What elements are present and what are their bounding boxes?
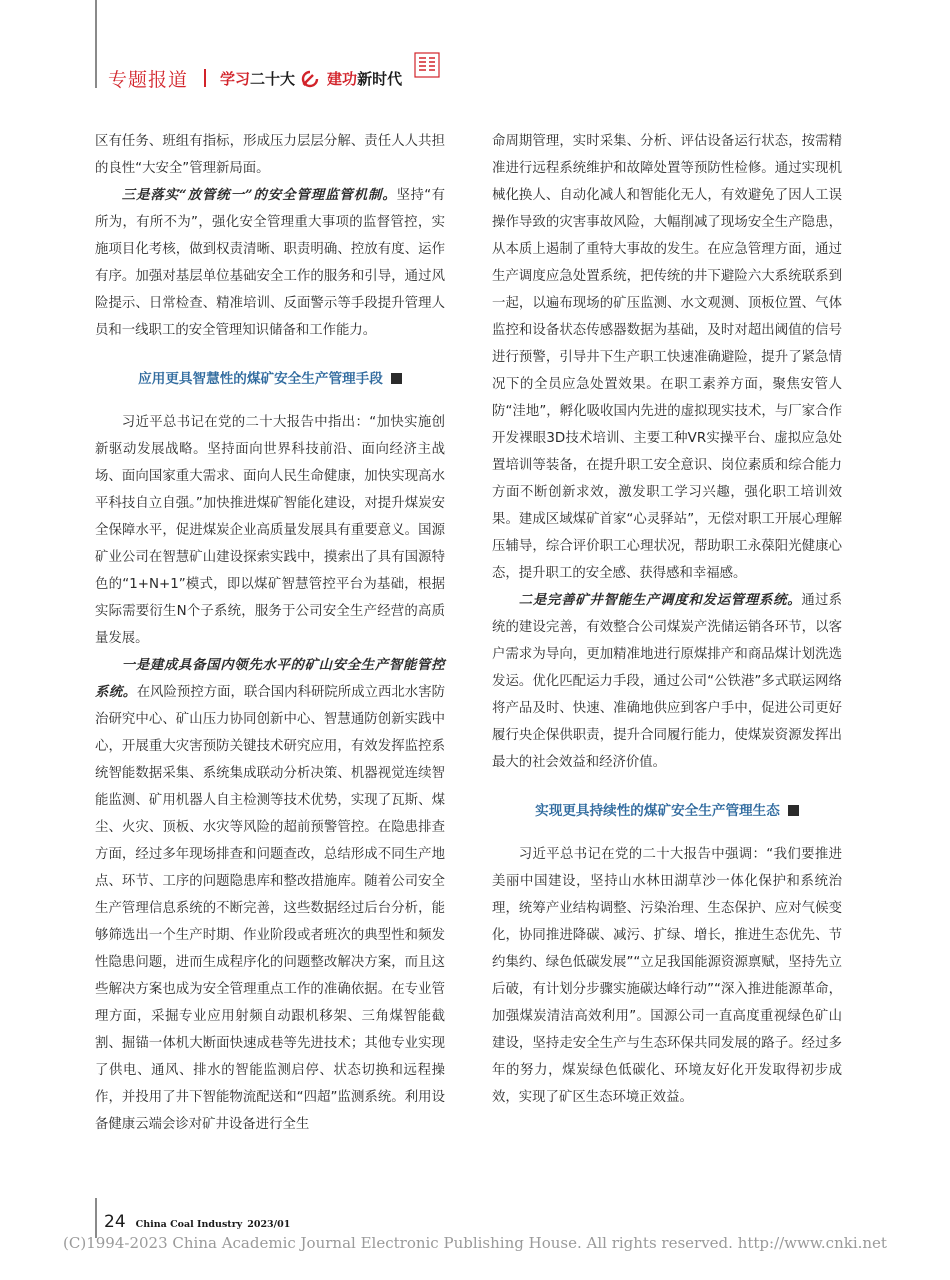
header-congress: 二十大: [250, 69, 296, 88]
magazine-name: China Coal Industry: [135, 1219, 243, 1230]
paragraph-text: 坚持“有所为，有所不为”，强化安全管理重大事项的监督管控，实施项目化考核，做到权责清晰、职责明确、控放有度、运作有序。加强对基层单位基础安全工作的服务和引导，通过风险提示、日常检查、精准培训、反面警示等手段提升管理人员和一线职工的安全管理知识储备和工作能力。: [95, 188, 446, 338]
heading-text: 应用更具智慧性的煤矿安全生产管理手段: [138, 371, 383, 387]
paragraph-text: 在风险预控方面，联合国内科研院所成立西北水害防治研究中心、矿山压力协同创新中心、智慧通防创新实践中心，开展重大灾害预防关键技术研究应用，有效发挥监控系统智能数据采集、系统集成联动分析决策、机器视觉连续智能监测、矿用机器人自主检测等技术优势，实现了瓦斯、煤尘、火灾、顶板、水灾等风险的超前预警管控。在隐患排查方面，经过多年现场排查和问题查改，总结形成不同生产地点、环节、工序的问题隐患库和整改措施库。随着公司安全生产管理信息系统的不断完善，这些数据经过后台分析，能够筛选出一个生产时期、作业阶段或者班次的典型性和频发性隐患问题，进而生成程序化的问题整改解决方案，而且这些解决方案也成为安全管理重点工作的准确依据。在专业管理方面，采掘专业应用射频自动跟机移架、三角煤智能截割、掘锚一体机大断面快速成巷等先进技术；其他专业实现了供电、通风、排水的智能监测启停、状态切换和远程操作，并投用了井下智能物流配送和“四超”监测系统。利用设备健康云端会诊对矿井设备进行全生: [95, 685, 446, 1132]
paragraph-text: 区有任务、班组有指标，形成压力层层分解、责任人人共担的良性“大安全”管理新局面。: [95, 134, 445, 176]
paragraph: [492, 587, 842, 776]
header-divider: [204, 69, 206, 87]
paragraph: [95, 182, 445, 344]
top-margin-rule: [95, 0, 97, 88]
header-era: 新时代: [357, 69, 403, 88]
left-column: [95, 128, 445, 1138]
header-build: 建功: [327, 69, 358, 88]
paragraph: [95, 128, 445, 182]
heading-text: 实现更具持续性的煤矿安全生产管理生态: [535, 803, 780, 819]
page-header: [108, 64, 402, 92]
paragraph-text: 命周期管理，实时采集、分析、评估设备运行状态，按需精准进行远程系统维护和故障处置等预防性检修。通过实现机械化换人、自动化减人和智能化无人，有效避免了因人工误操作导致的灾害事故风险，大幅削减了现场安全生产隐患，从本质上遏制了重特大事故的发生。在应急管理方面，通过生产调度应急处置系统，把传统的井下避险六大系统联系到一起，以遍布现场的矿压监测、水文观测、顶板位置、气体监控和设备状态传感器数据为基础，及时对超出阈值的信号进行预警，引导井下生产职工快速准确避险，提升了紧急情况下的全员应急处置效果。在职工素养方面，聚焦安管人防“洼地”，孵化吸收国内先进的虚拟现实技术，与厂家合作开发裸眼3D技术培训、主要工种VR实操平台、虚拟应急处置培训等装备，在提升职工安全意识、岗位素质和综合能力方面不断创新求效，激发职工学习兴趣，强化职工培训效果。建成区域煤矿首家“心灵驿站”，无偿对职工开展心理解压辅导，综合评价职工心理状况，帮助职工永葆阳光健康心态，提升职工的安全感、获得感和幸福感。: [492, 134, 842, 581]
section-heading: [95, 366, 445, 393]
paragraph: [492, 841, 842, 1111]
paragraph-lead: 二是完善矿井智能生产调度和发运管理系统。: [518, 592, 802, 608]
bottom-margin-rule: [95, 1198, 97, 1238]
paragraph-lead: 三是落实“放管统一”的安全管理监管机制。: [121, 187, 397, 203]
square-bullet-icon: [788, 805, 799, 816]
paragraph: [95, 409, 445, 652]
paragraph: [492, 128, 842, 587]
section-heading: [492, 798, 842, 825]
paragraph-text: 习近平总书记在党的二十大报告中强调：“我们要推进美丽中国建设，坚持山水林田湖草沙一体化保护和系统治理，统筹产业结构调整、污染治理、生态保护、应对气候变化，协同推进降碳、减污、扩绿、增长，推进生态优先、节约集约、绿色低碳发展”“立足我国能源资源禀赋，坚持先立后破，有计划分步骤实施碳达峰行动”“深入推进能源革命，加强煤炭清洁高效利用”。国源公司一直高度重视绿色矿山建设，坚持走安全生产与生态环保共同发展的路子。经过多年的努力，煤炭绿色低碳化、环境友好化开发取得初步成效，实现了矿区生态环境正效益。: [492, 847, 842, 1105]
paragraph-lead: 一是建成具备国内领先水平的矿山安全生产智能管控系统。: [95, 657, 445, 700]
section-title: 专题报道: [108, 68, 189, 91]
square-bullet-icon: [391, 373, 402, 384]
copyright-line: (C)1994-2023 China Academic Journal Electronic Publishing House. All rights reserved. http://www.cnki.net: [63, 1234, 887, 1252]
page-number: 24: [104, 1212, 126, 1232]
paragraph-text: 习近平总书记在党的二十大报告中指出：“加快实施创新驱动发展战略。坚持面向世界科技前沿、面向经济主战场、面向国家重大需求、面向人民生命健康，加快实现高水平科技自立自强。”加快推进煤矿智能化建设，对提升煤炭安全保障水平，促进煤炭企业高质量发展具有重要意义。国源矿业公司在智慧矿山建设探索实践中，摸索出了具有国源特色的“1+N+1”模式，即以煤矿智慧管控平台为基础，根据实际需要衍生N个子系统，服务于公司安全生产经营的高质量发展。: [95, 415, 445, 646]
issue-date: 2023/01: [247, 1219, 291, 1230]
party-emblem-icon: [301, 68, 321, 88]
seal-stamp-icon: [414, 52, 440, 78]
paragraph-text: 通过系统的建设完善，有效整合公司煤炭产洗储运销各环节，以客户需求为导向，更加精准地进行原煤排产和商品煤计划洗选发运。优化匹配运力手段，通过公司“公铁港”多式联运网络将产品及时、快速、准确地供应到客户手中，促进公司更好履行央企保供职责，提升合同履行能力，使煤炭资源发挥出最大的社会效益和经济价值。: [492, 593, 843, 770]
paragraph: [95, 652, 445, 1138]
header-study: 学习: [220, 69, 251, 88]
page-footer: [104, 1212, 290, 1232]
right-column: [492, 128, 842, 1111]
